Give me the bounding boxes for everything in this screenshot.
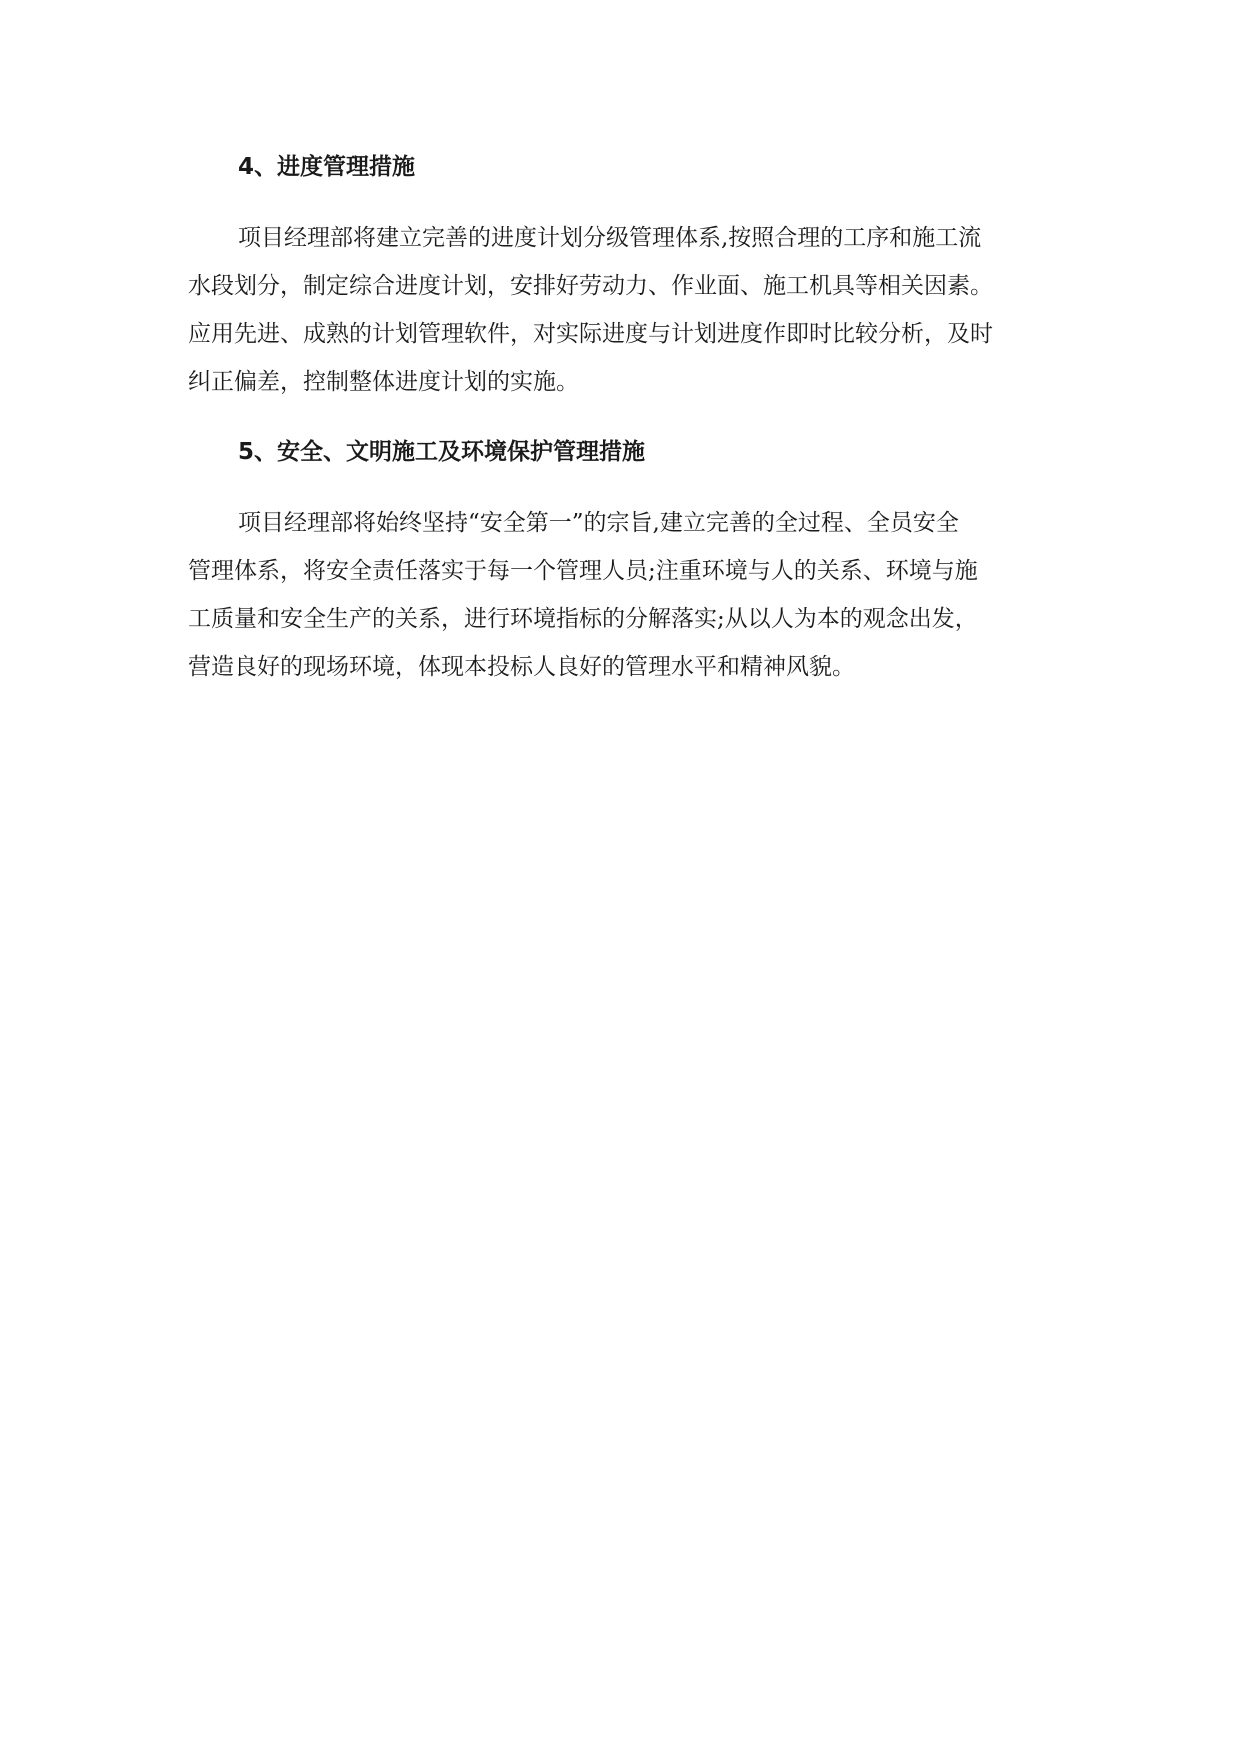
- section-4-paragraph-line-4: 纠正偏差，控制整体进度计划的实施。: [188, 369, 579, 395]
- section-5-heading: 5、安全、文明施工及环境保护管理措施: [238, 439, 646, 465]
- section-4-paragraph-line-1: 项目经理部将建立完善的进度计划分级管理体系,按照合理的工序和施工流: [238, 225, 982, 251]
- section-4-heading: 4、进度管理措施: [238, 154, 416, 180]
- section-4-paragraph-line-2: 水段划分，制定综合进度计划，安排好劳动力、作业面、施工机具等相关因素。: [188, 273, 993, 299]
- section-5-paragraph-line-4: 营造良好的现场环境，体现本投标人良好的管理水平和精神风貌。: [188, 654, 855, 680]
- section-5-paragraph-line-3: 工质量和安全生产的关系，进行环境指标的分解落实;从以人为本的观念出发，: [188, 606, 978, 632]
- section-5-paragraph-line-1: 项目经理部将始终坚持“安全第一”的宗旨,建立完善的全过程、全员安全: [238, 510, 959, 536]
- section-5-paragraph-line-2: 管理体系，将安全责任落实于每一个管理人员;注重环境与人的关系、环境与施: [188, 558, 978, 584]
- section-4-paragraph-line-3: 应用先进、成熟的计划管理软件，对实际进度与计划进度作即时比较分析，及时: [188, 321, 993, 347]
